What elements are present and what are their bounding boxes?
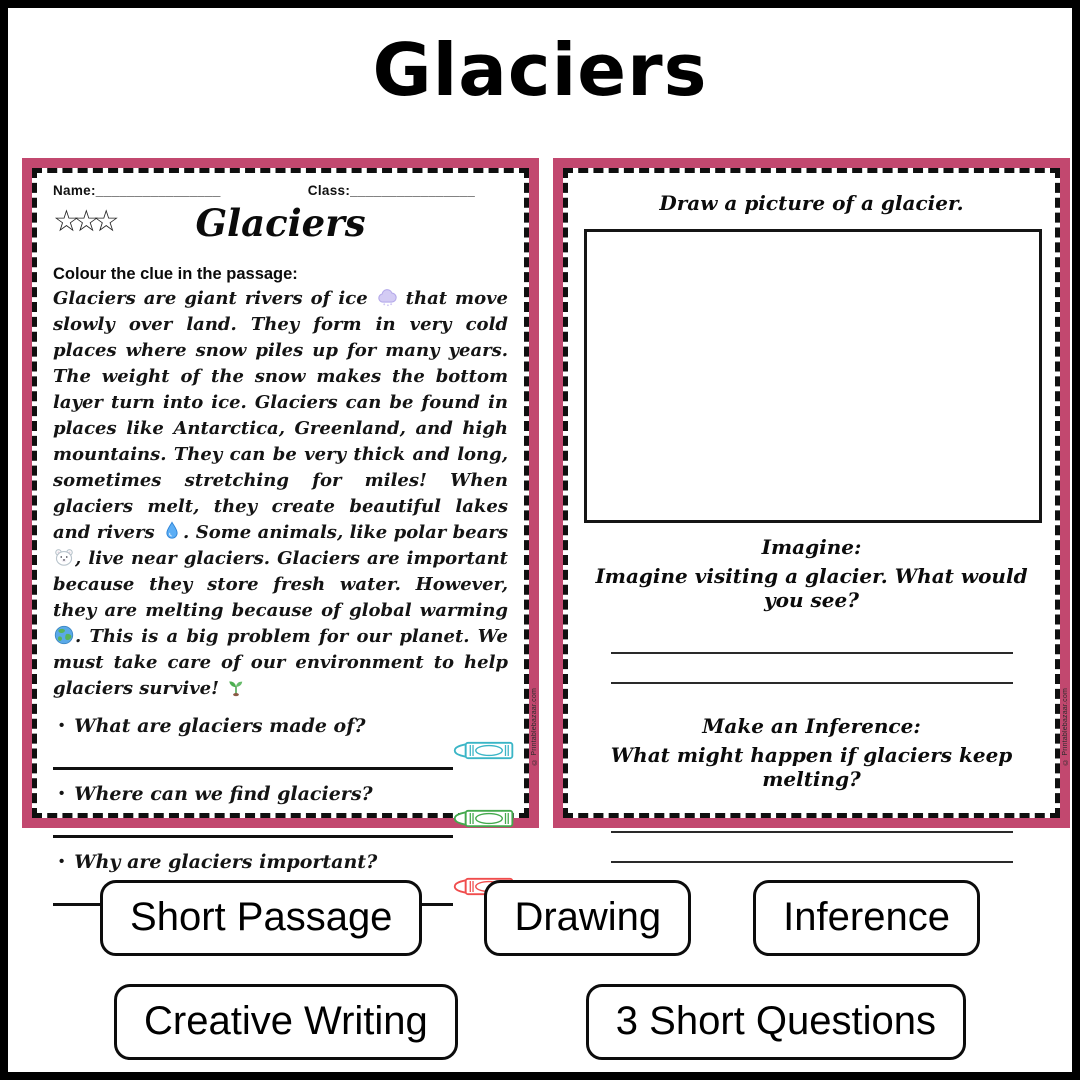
colour-clue-instruction: Colour the clue in the passage: [53, 265, 298, 283]
tags-row-2 [8, 984, 1072, 1060]
passage-segment: Glaciers are giant rivers of ice [53, 288, 376, 309]
answer-line [53, 835, 453, 838]
passage-segment: that move slowly over land. They form in very cold places where snow piles up for many years. The weight of the snow makes the bottom layer turn into ice. Glaciers can be found in places like Antarctica, Greenland, and high mountains. They can be very thick and long, sometimes stretching for miles! When glaciers melt, they create beautiful lakes and rivers [53, 288, 509, 543]
bullet: • [59, 853, 65, 870]
bullet: • [59, 717, 65, 734]
question-text: • What are glaciers made of? [59, 715, 366, 737]
writing-line [611, 831, 1013, 833]
tag-creative-writing[interactable]: Creative Writing [114, 984, 458, 1060]
tag-inference[interactable]: Inference [753, 880, 980, 956]
polar-bear-icon [53, 546, 75, 568]
bullet: • [59, 785, 65, 802]
name-class-row [53, 183, 508, 201]
worksheet-front-content [32, 168, 538, 873]
copyright-watermark: © Printablebazaar.com [1062, 688, 1069, 765]
passage-segment: . This is a big problem for our planet. We must take care of our environment to help glaciers survive! [53, 626, 508, 699]
imagine-heading: Imagine: [761, 535, 862, 559]
imagine-question: Imagine visiting a glacier. What would you see? [595, 564, 1028, 612]
inference-heading: Make an Inference: [702, 714, 921, 738]
answer-line [53, 767, 453, 770]
question-text: • Where can we find glaciers? [59, 783, 373, 805]
worksheet-back-content [563, 168, 1069, 818]
draw-prompt: Draw a picture of a glacier. [659, 191, 964, 215]
writing-line [611, 861, 1013, 863]
seedling-icon [225, 676, 247, 698]
class-field: Class:________________ [307, 183, 476, 198]
tag-short-passage[interactable]: Short Passage [100, 880, 422, 956]
writing-line [611, 682, 1013, 684]
teal-crayon-icon [452, 738, 516, 763]
sheet-title: Glaciers [195, 201, 366, 245]
question-block-1 [53, 715, 508, 770]
inference-question: What might happen if glaciers keep melting? [610, 743, 1013, 791]
worksheet-front-page [22, 158, 539, 873]
water-droplet-icon [161, 520, 183, 542]
sheet-header [53, 201, 508, 257]
tag-drawing[interactable]: Drawing [484, 880, 691, 956]
snow-cloud-icon [376, 286, 398, 308]
passage-segment: , live near glaciers. Glaciers are important because they store fresh water. However, they are melting because of global warming [53, 548, 508, 621]
green-crayon-icon [452, 806, 516, 831]
page-title: Glaciers [372, 28, 708, 112]
worksheet-back-page [553, 158, 1070, 828]
reading-passage [53, 286, 508, 702]
drawing-box [584, 229, 1042, 523]
copyright-watermark: © Printablebazaar.com [531, 688, 538, 765]
tags-row-1 [8, 880, 1072, 956]
question-text: • Why are glaciers important? [59, 851, 378, 873]
earth-globe-icon [53, 624, 75, 646]
name-field: Name:________________ [53, 183, 221, 198]
passage-segment: . Some animals, like polar bears [183, 522, 508, 543]
tag-3-short-questions[interactable]: 3 Short Questions [586, 984, 966, 1060]
question-block-2 [53, 783, 508, 838]
writing-line [611, 652, 1013, 654]
rating-stars-icon: ☆☆☆ [53, 204, 113, 239]
